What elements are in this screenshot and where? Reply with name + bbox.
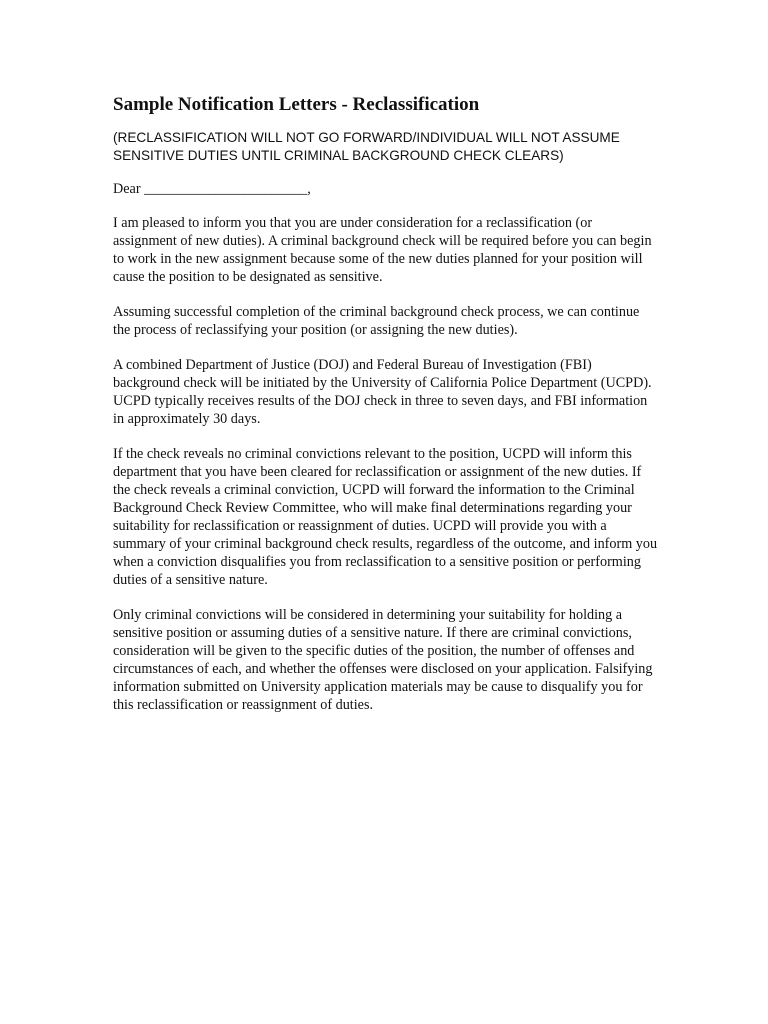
paragraph-successful-completion: Assuming successful completion of the criminal background check process, we can continue the process of reclassifying your position (or assigning the new duties).: [113, 304, 640, 338]
paragraph-convictions: Only criminal convictions will be considered in determining your suitability for holding a sensitive position or assuming duties of a sensitive nature. If there are criminal convictions, consideration will be given to the specific duties of the position, the number of offenses and circumstances of each, and whether the offenses were disclosed on your application. Falsifying information submitted on University application materials may be cause to disqualify you for this reclassification or reassignment of duties.: [113, 607, 653, 713]
document-title: Sample Notification Letters - Reclassification: [113, 94, 480, 115]
document-body: [113, 92, 658, 731]
salutation: Dear _______________________,: [113, 181, 311, 197]
paragraph-check-results: If the check reveals no criminal convictions relevant to the position, UCPD will inform this department that you have been cleared for reclassification or assignment of the new duties. If the check reveals a criminal conviction, UCPD will forward the information to the Criminal Background Check Review Committee, who will make final determinations regarding your suitability for reclassification or reassignment of duties. UCPD will provide you with a summary of your criminal background check results, regardless of the outcome, and inform you when a conviction disqualifies you from reclassification to a sensitive position or performing duties of a sensitive nature.: [113, 446, 658, 588]
paragraph-consideration: I am pleased to inform you that you are under consideration for a reclassification (or assignment of new duties). A criminal background check will be required before you can begin to work in the new assignment because some of the new duties planned for your position will cause the position to be designated as sensitive.: [113, 215, 652, 285]
paragraph-background-check: A combined Department of Justice (DOJ) and Federal Bureau of Investigation (FBI) background check will be initiated by the University of California Police Department (UCPD). UCPD typically receives results of the DOJ check in three to seven days, and FBI information in approximately 30 days.: [113, 357, 652, 427]
reclassification-notice: (RECLASSIFICATION WILL NOT GO FORWARD/INDIVIDUAL WILL NOT ASSUME SENSITIVE DUTIES UNTIL CRIMINAL BACKGROUND CHECK CLEARS): [113, 130, 620, 163]
